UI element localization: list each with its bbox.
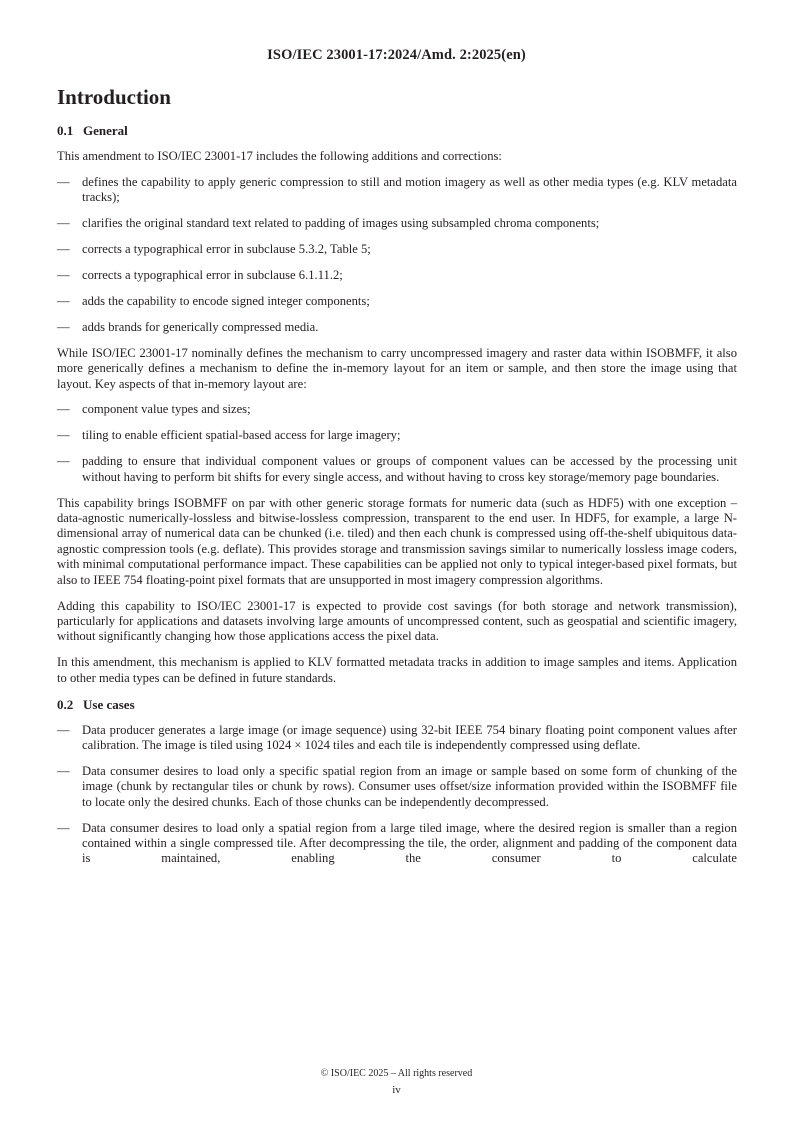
dash-marker: — <box>57 174 70 189</box>
dash-marker: — <box>57 820 70 835</box>
section-title: General <box>83 123 128 138</box>
list-item: — adds the capability to encode signed integer components; <box>57 293 370 308</box>
document-header: ISO/IEC 23001-17:2024/Amd. 2:2025(en) <box>267 47 526 63</box>
section-number: 0.1 <box>57 123 74 138</box>
list-item: — defines the capability to apply generic compression to still and motion imagery as well as other media types (e.g. KLV metadata tracks); <box>57 174 737 205</box>
additions-list <box>57 175 737 335</box>
dash-marker: — <box>57 402 70 417</box>
layout-aspects-list <box>57 402 737 485</box>
section-title: Use cases <box>83 696 135 712</box>
dash-marker: — <box>57 268 70 283</box>
dash-marker: — <box>57 763 70 778</box>
dash-marker: — <box>57 454 70 469</box>
dash-marker: — <box>57 722 70 737</box>
list-item: — corrects a typographical error in subclause 5.3.2, Table 5; <box>57 242 371 257</box>
list-item: — Data consumer desires to load only a spatial region from a large tiled image, where the desired region is smaller than a region contained within a single compressed tile. After decompressing the tile, the order, alignment and padding of the component data is maintained, enabling the consumer to calculate <box>57 820 737 866</box>
dash-marker: — <box>57 216 70 231</box>
list-item: — tiling to enable efficient spatial-based access for large imagery; <box>57 428 401 443</box>
page-title: Introduction <box>57 85 171 109</box>
section-heading-use-cases <box>57 697 737 713</box>
paragraph-intro: This amendment to ISO/IEC 23001-17 includes the following additions and corrections: <box>57 149 502 163</box>
list-item: — adds brands for generically compressed media. <box>57 319 319 334</box>
list-item: — component value types and sizes; <box>57 402 251 417</box>
dash-marker: — <box>57 242 70 257</box>
list-item: — padding to ensure that individual component values or groups of component values can be accessed by the processing unit without having to perform bit shifts for every single access, and without having to cross key storage/memory page boundaries. <box>57 454 737 484</box>
paragraph-capability: This capability brings ISOBMFF on par with other generic storage formats for numeric data (such as HDF5) with one exception – data-agnostic numerically-lossless and bitwise-lossless compression, transparent to the end user. In HDF5, for example, a large N-dimensional array of numerical data can be chunked (i.e. tiled) and then each chunk is compressed using off-the-shelf ubiquitous data-agnostic compression tools (e.g. deflate). This provides storage and transmission savings similar to numerically lossless image coders, with minimal computational performance impact. These capabilities can be applied not only to typical integer-based pixel formats, but also to IEEE 754 floating-point pixel formats that are unsupported in most imagery compression algorithms. <box>57 495 737 587</box>
paragraph-layout: While ISO/IEC 23001-17 nominally defines the mechanism to carry uncompressed imagery and raster data within ISOBMFF, it also more generically defines a mechanism to define the in-memory layout for an item or sample, and then store the image using that layout. Key aspects of that in-memory layout are: <box>57 345 737 391</box>
page-content <box>57 84 737 877</box>
use-cases-list <box>57 723 737 867</box>
list-item: — corrects a typographical error in subclause 6.1.11.2; <box>57 268 343 283</box>
list-item: — Data consumer desires to load only a specific spatial region from an image or sample based on some form of chunking of the image (chunk by rectangular tiles or chunk by rows). Consumer uses offset/size information provided within the ISOBMFF file to locate only the desired chunks. Each of those chunks can be independently decompressed. <box>57 763 737 809</box>
page-number: iv <box>392 1084 401 1096</box>
dash-marker: — <box>57 293 70 308</box>
list-item: — clarifies the original standard text related to padding of images using subsampled chroma components; <box>57 216 600 231</box>
dash-marker: — <box>57 319 70 334</box>
dash-marker: — <box>57 428 70 443</box>
section-heading-general <box>57 123 737 139</box>
paragraph-klv: In this amendment, this mechanism is applied to KLV formatted metadata tracks in addition to image samples and items. Application to other media types can be defined in future standards. <box>57 655 737 685</box>
copyright-notice: © ISO/IEC 2025 – All rights reserved <box>320 1068 473 1079</box>
section-number: 0.2 <box>57 696 74 712</box>
paragraph-savings: Adding this capability to ISO/IEC 23001-17 is expected to provide cost savings (for both storage and network transmission), particularly for applications and datasets involving large amounts of uncompressed content, such as geospatial and scientific imagery, without significantly changing how those applications access the pixel data. <box>57 598 737 644</box>
page-footer <box>0 1067 793 1097</box>
list-item: — Data producer generates a large image (or image sequence) using 32-bit IEEE 754 binary floating point component values after calibration. The image is tiled using 1024 × 1024 tiles and each tile is independently compressed using deflate. <box>57 722 737 752</box>
